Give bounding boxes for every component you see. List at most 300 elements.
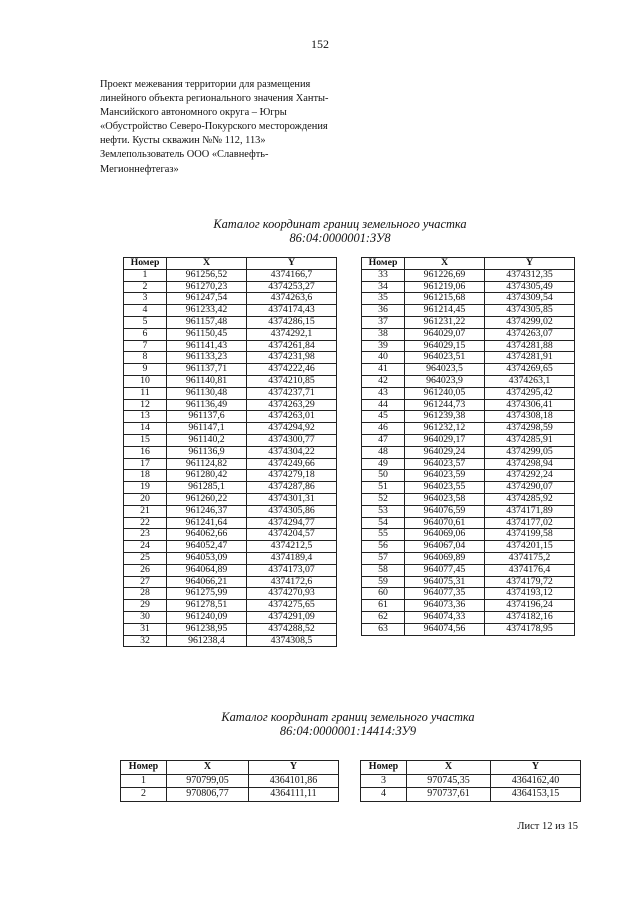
table-row — [361, 774, 581, 788]
point-number: 21 — [124, 505, 167, 517]
coord-y: 4374285,91 — [485, 434, 575, 446]
coord-y: 4374299,02 — [485, 316, 575, 328]
table-row — [362, 328, 575, 340]
column-header-y: Y — [247, 258, 337, 270]
coord-x: 961238,4 — [167, 635, 247, 647]
coord-y: 4374298,94 — [485, 458, 575, 470]
coord-y: 4374263,1 — [485, 375, 575, 387]
point-number: 30 — [124, 611, 167, 623]
coord-x: 964075,31 — [405, 576, 485, 588]
column-header-number: Номер — [362, 258, 405, 270]
point-number: 34 — [362, 281, 405, 293]
table-row — [124, 281, 337, 293]
header-line: линейного объекта регионального значения Ханты- — [100, 93, 329, 105]
coord-x: 964077,35 — [405, 588, 485, 600]
coord-x: 961280,42 — [167, 470, 247, 482]
point-number: 4 — [124, 305, 167, 317]
point-number: 38 — [362, 328, 405, 340]
coord-x: 961241,64 — [167, 517, 247, 529]
point-number: 37 — [362, 316, 405, 328]
coord-x: 961285,1 — [167, 482, 247, 494]
point-number: 24 — [124, 541, 167, 553]
table-row — [362, 293, 575, 305]
table-row — [124, 434, 337, 446]
coord-y: 4374308,18 — [485, 411, 575, 423]
coord-y: 4374263,07 — [485, 328, 575, 340]
coord-x: 964023,57 — [405, 458, 485, 470]
table-row — [362, 434, 575, 446]
point-number: 31 — [124, 623, 167, 635]
point-number: 20 — [124, 493, 167, 505]
table-row — [121, 774, 339, 788]
header-line: Землепользователь ООО «Славнефть- — [100, 149, 269, 161]
coord-x: 964053,09 — [167, 552, 247, 564]
coord-x: 964064,89 — [167, 564, 247, 576]
point-number: 28 — [124, 588, 167, 600]
coord-y: 4364162,40 — [491, 774, 581, 788]
point-number: 26 — [124, 564, 167, 576]
table-row — [124, 552, 337, 564]
coord-y: 4374253,27 — [247, 281, 337, 293]
coordinates-table-3 — [120, 760, 339, 802]
point-number: 61 — [362, 600, 405, 612]
column-header-x: X — [167, 761, 249, 775]
coord-y: 4374298,59 — [485, 423, 575, 435]
coord-y: 4374287,86 — [247, 482, 337, 494]
table-row — [362, 493, 575, 505]
coord-x: 964074,33 — [405, 611, 485, 623]
table-row — [124, 375, 337, 387]
point-number: 12 — [124, 399, 167, 411]
coord-y: 4374222,46 — [247, 364, 337, 376]
coord-y: 4374204,57 — [247, 529, 337, 541]
cadastral-number: 86:04:0000001:14414:ЗУ9 — [279, 723, 417, 738]
point-number: 50 — [362, 470, 405, 482]
coord-x: 961133,23 — [167, 352, 247, 364]
point-number: 54 — [362, 517, 405, 529]
table-row — [124, 411, 337, 423]
table-row — [124, 446, 337, 458]
coord-y: 4374305,49 — [485, 281, 575, 293]
coord-x: 970799,05 — [167, 774, 249, 788]
coord-y: 4364101,86 — [249, 774, 339, 788]
table-row — [362, 529, 575, 541]
coord-x: 964023,51 — [405, 352, 485, 364]
coord-y: 4374166,7 — [247, 269, 337, 281]
point-number: 56 — [362, 541, 405, 553]
point-number: 60 — [362, 588, 405, 600]
table-row — [124, 316, 337, 328]
column-header-y: Y — [491, 761, 581, 775]
coordinates-table-4 — [360, 760, 581, 802]
catalog-title-text: Каталог координат границ земельного участка — [213, 217, 467, 231]
table-row — [124, 505, 337, 517]
coord-x: 970737,61 — [407, 788, 491, 802]
coordinates-table-2 — [361, 257, 575, 636]
coord-x: 961231,22 — [405, 316, 485, 328]
coord-x: 964067,04 — [405, 541, 485, 553]
point-number: 14 — [124, 423, 167, 435]
point-number: 63 — [362, 623, 405, 635]
coord-x: 961157,48 — [167, 316, 247, 328]
coord-y: 4374193,12 — [485, 588, 575, 600]
table-row — [361, 788, 581, 802]
coord-y: 4374286,15 — [247, 316, 337, 328]
coord-x: 961233,42 — [167, 305, 247, 317]
coord-y: 4374269,65 — [485, 364, 575, 376]
point-number: 35 — [362, 293, 405, 305]
coord-x: 964029,24 — [405, 446, 485, 458]
point-number: 2 — [121, 788, 167, 802]
coord-y: 4364111,11 — [249, 788, 339, 802]
table-row — [362, 281, 575, 293]
table-row — [124, 423, 337, 435]
point-number: 41 — [362, 364, 405, 376]
point-number: 53 — [362, 505, 405, 517]
table-row — [362, 387, 575, 399]
point-number: 11 — [124, 387, 167, 399]
coord-x: 961238,95 — [167, 623, 247, 635]
table-row — [124, 600, 337, 612]
point-number: 51 — [362, 482, 405, 494]
coord-y: 4374305,86 — [247, 505, 337, 517]
coord-x: 961124,82 — [167, 458, 247, 470]
point-number: 22 — [124, 517, 167, 529]
table-row — [362, 588, 575, 600]
table-row — [362, 399, 575, 411]
project-header — [100, 78, 370, 177]
coordinates-table-1 — [123, 257, 337, 647]
table-row — [362, 458, 575, 470]
coord-x: 964023,59 — [405, 470, 485, 482]
coord-x: 964023,55 — [405, 482, 485, 494]
coord-y: 4374196,24 — [485, 600, 575, 612]
coord-x: 961256,52 — [167, 269, 247, 281]
table-row — [124, 517, 337, 529]
coord-x: 961140,2 — [167, 434, 247, 446]
point-number: 48 — [362, 446, 405, 458]
page-number: 152 — [311, 37, 329, 51]
coord-x: 961246,37 — [167, 505, 247, 517]
point-number: 44 — [362, 399, 405, 411]
coord-y: 4374305,85 — [485, 305, 575, 317]
coord-x: 964023,5 — [405, 364, 485, 376]
coord-y: 4374308,5 — [247, 635, 337, 647]
column-header-y: Y — [485, 258, 575, 270]
point-number: 3 — [124, 293, 167, 305]
coord-y: 4374177,02 — [485, 517, 575, 529]
coord-x: 964077,45 — [405, 564, 485, 576]
point-number: 27 — [124, 576, 167, 588]
table-row — [124, 576, 337, 588]
coord-y: 4374294,92 — [247, 423, 337, 435]
coord-x: 964052,47 — [167, 541, 247, 553]
point-number: 43 — [362, 387, 405, 399]
column-header-x: X — [405, 258, 485, 270]
column-header-number: Номер — [124, 258, 167, 270]
table-row — [362, 269, 575, 281]
coord-x: 964066,21 — [167, 576, 247, 588]
column-header-number: Номер — [121, 761, 167, 775]
coord-y: 4364153,15 — [491, 788, 581, 802]
table-row — [362, 364, 575, 376]
coord-y: 4374281,88 — [485, 340, 575, 352]
table-row — [124, 387, 337, 399]
table-row — [124, 564, 337, 576]
table-row — [124, 269, 337, 281]
table-row — [124, 364, 337, 376]
coord-x: 964062,66 — [167, 529, 247, 541]
point-number: 19 — [124, 482, 167, 494]
coord-x: 964029,17 — [405, 434, 485, 446]
coord-y: 4374290,07 — [485, 482, 575, 494]
coord-x: 961226,69 — [405, 269, 485, 281]
table-row — [362, 446, 575, 458]
coord-y: 4374199,58 — [485, 529, 575, 541]
coord-y: 4374261,84 — [247, 340, 337, 352]
point-number: 55 — [362, 529, 405, 541]
table-row — [362, 576, 575, 588]
table-row — [124, 541, 337, 553]
table-row — [362, 541, 575, 553]
coord-y: 4374292,1 — [247, 328, 337, 340]
coord-y: 4374178,95 — [485, 623, 575, 635]
column-header-number: Номер — [361, 761, 407, 775]
coord-y: 4374171,89 — [485, 505, 575, 517]
point-number: 25 — [124, 552, 167, 564]
point-number: 59 — [362, 576, 405, 588]
coord-y: 4374182,16 — [485, 611, 575, 623]
coord-x: 964069,06 — [405, 529, 485, 541]
coord-y: 4374306,41 — [485, 399, 575, 411]
coord-y: 4374172,6 — [247, 576, 337, 588]
point-number: 58 — [362, 564, 405, 576]
coord-x: 961270,23 — [167, 281, 247, 293]
point-number: 6 — [124, 328, 167, 340]
point-number: 45 — [362, 411, 405, 423]
point-number: 9 — [124, 364, 167, 376]
coord-x: 961240,05 — [405, 387, 485, 399]
table-row — [124, 458, 337, 470]
point-number: 3 — [361, 774, 407, 788]
coord-x: 970806,77 — [167, 788, 249, 802]
coord-x: 964069,89 — [405, 552, 485, 564]
table-row — [362, 470, 575, 482]
coord-y: 4374281,91 — [485, 352, 575, 364]
table-row — [362, 411, 575, 423]
point-number: 40 — [362, 352, 405, 364]
point-number: 32 — [124, 635, 167, 647]
point-number: 23 — [124, 529, 167, 541]
table-row — [362, 517, 575, 529]
point-number: 46 — [362, 423, 405, 435]
point-number: 5 — [124, 316, 167, 328]
table-row — [124, 623, 337, 635]
coord-x: 961130,48 — [167, 387, 247, 399]
point-number: 10 — [124, 375, 167, 387]
table-row — [124, 305, 337, 317]
table-row — [362, 482, 575, 494]
coord-x: 961232,12 — [405, 423, 485, 435]
catalog-title-zu9 — [28, 711, 640, 738]
header-line: нефти. Кусты скважин №№ 112, 113» — [100, 135, 266, 147]
coord-y: 4374176,4 — [485, 564, 575, 576]
catalog-title-text: Каталог координат границ земельного участка — [221, 710, 475, 724]
table-row — [124, 328, 337, 340]
coord-x: 964029,07 — [405, 328, 485, 340]
table-row — [124, 529, 337, 541]
point-number: 49 — [362, 458, 405, 470]
column-header-x: X — [407, 761, 491, 775]
coord-y: 4374263,29 — [247, 399, 337, 411]
coord-y: 4374285,92 — [485, 493, 575, 505]
coord-x: 961239,38 — [405, 411, 485, 423]
coord-x: 961214,45 — [405, 305, 485, 317]
point-number: 52 — [362, 493, 405, 505]
catalog-title-zu8 — [20, 218, 640, 245]
point-number: 62 — [362, 611, 405, 623]
point-number: 13 — [124, 411, 167, 423]
table-row — [362, 316, 575, 328]
point-number: 33 — [362, 269, 405, 281]
table-row — [124, 352, 337, 364]
table-row — [124, 482, 337, 494]
point-number: 15 — [124, 434, 167, 446]
coord-y: 4374291,09 — [247, 611, 337, 623]
table-row — [362, 552, 575, 564]
coord-y: 4374263,6 — [247, 293, 337, 305]
header-line: Мегионнефтегаз» — [100, 163, 179, 175]
coord-x: 961136,9 — [167, 446, 247, 458]
coord-y: 4374304,22 — [247, 446, 337, 458]
coord-y: 4374249,66 — [247, 458, 337, 470]
coord-y: 4374300,77 — [247, 434, 337, 446]
coord-x: 964023,58 — [405, 493, 485, 505]
coord-x: 961141,43 — [167, 340, 247, 352]
table-row — [124, 493, 337, 505]
coord-y: 4374292,24 — [485, 470, 575, 482]
coord-y: 4374309,54 — [485, 293, 575, 305]
coord-y: 4374175,2 — [485, 552, 575, 564]
point-number: 18 — [124, 470, 167, 482]
coord-y: 4374270,93 — [247, 588, 337, 600]
coord-y: 4374279,18 — [247, 470, 337, 482]
coord-x: 961140,81 — [167, 375, 247, 387]
coord-y: 4374237,71 — [247, 387, 337, 399]
coord-y: 4374312,35 — [485, 269, 575, 281]
point-number: 1 — [121, 774, 167, 788]
point-number: 17 — [124, 458, 167, 470]
table-row — [362, 375, 575, 387]
header-line: Проект межевания территории для размещения — [100, 79, 311, 90]
coord-y: 4374231,98 — [247, 352, 337, 364]
column-header-x: X — [167, 258, 247, 270]
point-number: 8 — [124, 352, 167, 364]
coord-x: 961147,1 — [167, 423, 247, 435]
coord-y: 4374301,31 — [247, 493, 337, 505]
coord-x: 964070,61 — [405, 517, 485, 529]
coord-y: 4374294,77 — [247, 517, 337, 529]
coord-x: 964076,59 — [405, 505, 485, 517]
coord-x: 961260,22 — [167, 493, 247, 505]
coord-y: 4374299,05 — [485, 446, 575, 458]
coord-x: 961275,99 — [167, 588, 247, 600]
point-number: 16 — [124, 446, 167, 458]
coord-y: 4374295,42 — [485, 387, 575, 399]
sheet-footer: Лист 12 из 15 — [517, 821, 578, 832]
coord-x: 961219,06 — [405, 281, 485, 293]
coord-y: 4374189,4 — [247, 552, 337, 564]
table-row — [362, 564, 575, 576]
point-number: 7 — [124, 340, 167, 352]
table-row — [121, 788, 339, 802]
table-row — [124, 293, 337, 305]
coord-x: 961247,54 — [167, 293, 247, 305]
coord-x: 961137,6 — [167, 411, 247, 423]
column-header-y: Y — [249, 761, 339, 775]
table-row — [124, 635, 337, 647]
coord-y: 4374173,07 — [247, 564, 337, 576]
coord-y: 4374275,65 — [247, 600, 337, 612]
table-row — [124, 470, 337, 482]
coord-x: 961150,45 — [167, 328, 247, 340]
coord-y: 4374179,72 — [485, 576, 575, 588]
table-row — [362, 305, 575, 317]
coord-x: 961215,68 — [405, 293, 485, 305]
table-row — [362, 623, 575, 635]
table-row — [362, 600, 575, 612]
point-number: 57 — [362, 552, 405, 564]
point-number: 29 — [124, 600, 167, 612]
table-row — [362, 505, 575, 517]
point-number: 36 — [362, 305, 405, 317]
coord-x: 961244,73 — [405, 399, 485, 411]
coord-x: 964073,36 — [405, 600, 485, 612]
point-number: 47 — [362, 434, 405, 446]
coord-x: 964074,56 — [405, 623, 485, 635]
coord-y: 4374201,15 — [485, 541, 575, 553]
header-line: Мансийского автономного округа – Югры — [100, 107, 287, 119]
table-row — [362, 423, 575, 435]
point-number: 42 — [362, 375, 405, 387]
point-number: 2 — [124, 281, 167, 293]
coord-x: 961240,09 — [167, 611, 247, 623]
point-number: 39 — [362, 340, 405, 352]
table-row — [124, 588, 337, 600]
coord-x: 964029,15 — [405, 340, 485, 352]
point-number: 4 — [361, 788, 407, 802]
coord-x: 961278,51 — [167, 600, 247, 612]
coord-y: 4374210,85 — [247, 375, 337, 387]
coord-x: 964023,9 — [405, 375, 485, 387]
coord-y: 4374288,52 — [247, 623, 337, 635]
coord-y: 4374212,5 — [247, 541, 337, 553]
coord-x: 970745,35 — [407, 774, 491, 788]
coord-x: 961137,71 — [167, 364, 247, 376]
point-number: 1 — [124, 269, 167, 281]
coord-y: 4374174,43 — [247, 305, 337, 317]
table-row — [362, 340, 575, 352]
table-row — [362, 611, 575, 623]
header-line: «Обустройство Северо-Покурского месторождения — [100, 121, 328, 133]
table-row — [124, 399, 337, 411]
cadastral-number: 86:04:0000001:ЗУ8 — [289, 230, 391, 245]
coord-x: 961136,49 — [167, 399, 247, 411]
coord-y: 4374263,01 — [247, 411, 337, 423]
table-row — [124, 340, 337, 352]
table-row — [362, 352, 575, 364]
table-row — [124, 611, 337, 623]
